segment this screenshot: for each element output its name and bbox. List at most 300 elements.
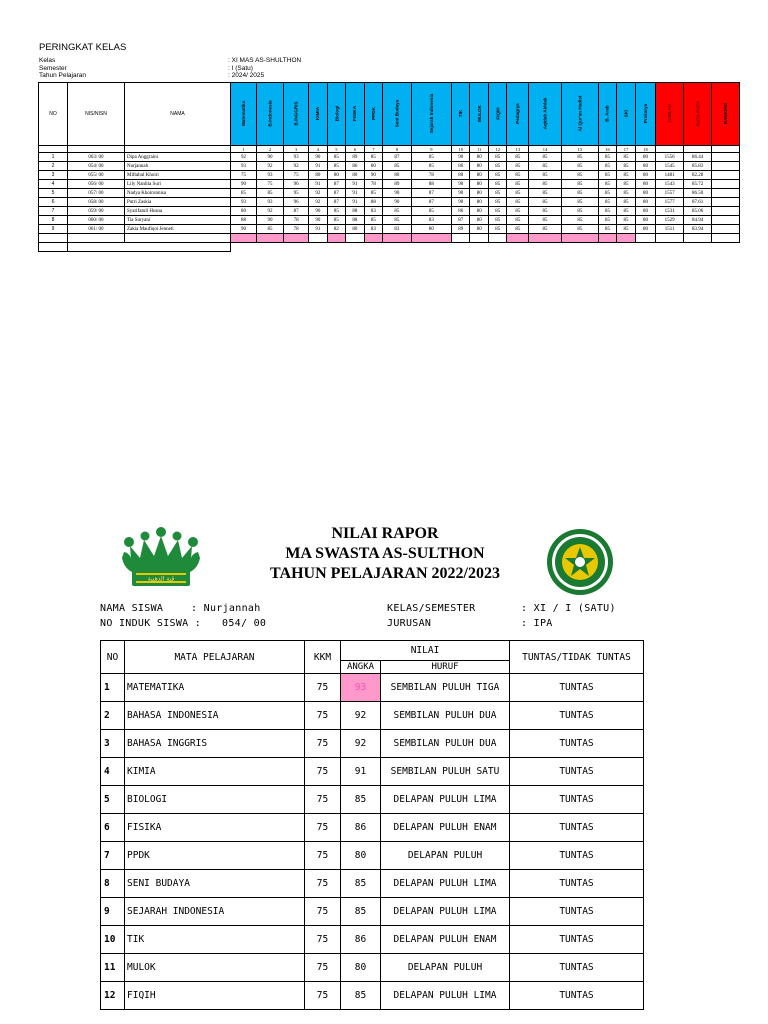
- rapor-huruf: DELAPAN PULUH LIMA: [381, 786, 510, 814]
- student-nis: 057/ 00: [68, 189, 125, 198]
- student-nis: 063/ 00: [68, 153, 125, 162]
- blank-cell: [598, 234, 617, 243]
- score-cell: 85: [598, 153, 617, 162]
- rapor-huruf: DELAPAN PULUH: [381, 842, 510, 870]
- score-cell: 78: [411, 171, 451, 180]
- index-cell: 15: [561, 146, 598, 153]
- jumlah-cell: 1531: [656, 207, 684, 216]
- score-cell: 80: [346, 171, 365, 180]
- ranking-cell: [712, 216, 740, 225]
- rata-cell: 82.28: [684, 171, 712, 180]
- score-cell: 83: [383, 225, 412, 234]
- score-cell: 80: [470, 189, 489, 198]
- score-cell: 75: [257, 180, 284, 189]
- score-cell: 85: [364, 189, 383, 198]
- score-cell: 85: [488, 207, 507, 216]
- rapor-huruf: DELAPAN PULUH: [381, 954, 510, 982]
- student-nis: 054/ 00: [68, 162, 125, 171]
- col-subject: [346, 83, 365, 146]
- rapor-ket: TUNTAS: [510, 674, 644, 702]
- score-cell: 80: [635, 216, 655, 225]
- student-nis: 058/ 00: [68, 198, 125, 207]
- index-cell: [39, 146, 68, 153]
- score-cell: 85: [488, 171, 507, 180]
- rapor-angka: 85: [341, 898, 381, 926]
- rata-cell: 87.61: [684, 198, 712, 207]
- no-induk-value: 054/ 00: [222, 618, 267, 629]
- index-cell: [656, 146, 684, 153]
- rata-cell: 85.83: [684, 162, 712, 171]
- subject-label: Pedagrys: [515, 103, 521, 124]
- index-cell: 7: [364, 146, 383, 153]
- index-cell: 5: [327, 146, 346, 153]
- col-subject: [231, 83, 257, 146]
- rapor-huruf: SEMBILAN PULUH SATU: [381, 758, 510, 786]
- student-no: 9: [39, 225, 68, 234]
- score-cell: 85: [488, 189, 507, 198]
- jurusan-label: JURUSAN: [387, 618, 432, 629]
- index-cell: [684, 146, 712, 153]
- score-cell: 87: [327, 180, 346, 189]
- student-row: [39, 180, 740, 189]
- score-cell: 92: [284, 162, 309, 171]
- rapor-ket: TUNTAS: [510, 870, 644, 898]
- rapor-mapel: PPDK: [125, 842, 305, 870]
- rapor-angka: 92: [341, 702, 381, 730]
- rapor-kkm: 75: [305, 870, 341, 898]
- student-no: 5: [39, 189, 68, 198]
- rapor-row: [101, 926, 644, 954]
- ranking-cell: [712, 153, 740, 162]
- ranking-cell: [712, 180, 740, 189]
- score-cell: 85: [507, 189, 529, 198]
- blank-cell: [411, 234, 451, 243]
- score-cell: 80: [451, 171, 470, 180]
- rata-cell: 86.44: [684, 153, 712, 162]
- blank-cell: [635, 234, 655, 243]
- col-no: NO: [101, 641, 125, 674]
- score-cell: 85: [507, 171, 529, 180]
- score-cell: 85: [488, 162, 507, 171]
- score-cell: 90: [364, 171, 383, 180]
- score-cell: 75: [231, 171, 257, 180]
- ranking-cell: [712, 189, 740, 198]
- rapor-angka: 85: [341, 870, 381, 898]
- jumlah-cell: 1511: [656, 225, 684, 234]
- score-cell: 85: [529, 207, 562, 216]
- score-cell: 85: [488, 225, 507, 234]
- score-cell: 90: [451, 198, 470, 207]
- score-cell: 85: [598, 180, 617, 189]
- index-row: [39, 146, 740, 153]
- score-cell: 85: [383, 216, 412, 225]
- index-cell: [125, 146, 231, 153]
- student-row: [39, 225, 740, 234]
- rapor-kkm: 75: [305, 758, 341, 786]
- score-cell: 85: [507, 216, 529, 225]
- ranking-table: [38, 82, 740, 252]
- subject-label: Biologi: [333, 105, 339, 122]
- rapor-huruf: DELAPAN PULUH ENAM: [381, 814, 510, 842]
- student-name: Nadya Khoirunnisa: [125, 189, 231, 198]
- ranking-cell: [712, 171, 740, 180]
- rapor-no: 9: [101, 898, 125, 926]
- student-no: 8: [39, 216, 68, 225]
- index-cell: 13: [507, 146, 529, 153]
- score-cell: 90: [231, 180, 257, 189]
- score-cell: 85: [529, 189, 562, 198]
- col-subject: [383, 83, 412, 146]
- score-cell: 85: [561, 189, 598, 198]
- index-cell: 10: [451, 146, 470, 153]
- score-cell: 80: [635, 180, 655, 189]
- rapor-row: [101, 758, 644, 786]
- score-cell: 85: [529, 180, 562, 189]
- blank-cell: [257, 234, 284, 243]
- score-cell: 80: [309, 171, 328, 180]
- rapor-ket: TUNTAS: [510, 786, 644, 814]
- score-cell: 85: [561, 225, 598, 234]
- rapor-no: 1: [101, 674, 125, 702]
- blank-cell: [231, 243, 740, 252]
- rapor-huruf: SEMBILAN PULUH DUA: [381, 730, 510, 758]
- nama-siswa-label: NAMA SISWA: [100, 603, 164, 614]
- rapor-row: [101, 982, 644, 1010]
- score-cell: 85: [529, 162, 562, 171]
- score-cell: 78: [284, 216, 309, 225]
- subject-label: B. Arab: [604, 105, 610, 122]
- score-cell: 96: [284, 198, 309, 207]
- rapor-row: [101, 786, 644, 814]
- score-cell: 85: [561, 198, 598, 207]
- score-cell: 85: [529, 216, 562, 225]
- rapor-mapel: FISIKA: [125, 814, 305, 842]
- crown-logo: [120, 524, 202, 590]
- index-cell: [712, 146, 740, 153]
- student-no: 6: [39, 198, 68, 207]
- student-row: [39, 162, 740, 171]
- score-cell: 85: [327, 162, 346, 171]
- subject-label: Seni Budaya: [394, 99, 400, 128]
- score-cell: 91: [309, 225, 328, 234]
- score-cell: 90: [451, 189, 470, 198]
- score-cell: 93: [284, 153, 309, 162]
- student-no: 1: [39, 153, 68, 162]
- score-cell: 90: [383, 198, 412, 207]
- score-cell: 88: [231, 216, 257, 225]
- student-row: [39, 171, 740, 180]
- score-cell: 80: [470, 171, 489, 180]
- subject-label: FIQIH: [495, 107, 501, 120]
- score-cell: 85: [598, 216, 617, 225]
- score-cell: 93: [257, 171, 284, 180]
- col-jumlah: [656, 83, 684, 146]
- score-cell: 85: [561, 162, 598, 171]
- score-cell: 80: [635, 162, 655, 171]
- blank-cell: [364, 234, 383, 243]
- rapor-ket: TUNTAS: [510, 954, 644, 982]
- rapor-row: [101, 674, 644, 702]
- index-cell: 1: [231, 146, 257, 153]
- score-cell: 85: [617, 216, 636, 225]
- subject-label: MULOK: [476, 105, 482, 122]
- rapor-row: [101, 898, 644, 926]
- rapor-no: 12: [101, 982, 125, 1010]
- rapor-kkm: 75: [305, 954, 341, 982]
- rapor-ket: TUNTAS: [510, 898, 644, 926]
- index-cell: 4: [309, 146, 328, 153]
- score-cell: 85: [598, 207, 617, 216]
- score-cell: 85: [598, 171, 617, 180]
- blank-cell: [451, 234, 470, 243]
- student-no: 2: [39, 162, 68, 171]
- student-nis: 059/ 00: [68, 207, 125, 216]
- jumlah-cell: 1543: [656, 180, 684, 189]
- blank-cell: [231, 234, 257, 243]
- score-cell: 85: [529, 153, 562, 162]
- score-cell: 90: [309, 207, 328, 216]
- index-cell: 18: [635, 146, 655, 153]
- score-cell: 85: [364, 153, 383, 162]
- score-cell: 85: [257, 225, 284, 234]
- score-cell: 91: [309, 162, 328, 171]
- score-cell: 90: [231, 225, 257, 234]
- score-cell: 87: [383, 153, 412, 162]
- score-cell: 85: [507, 153, 529, 162]
- score-cell: 85: [529, 198, 562, 207]
- rapor-ket: TUNTAS: [510, 926, 644, 954]
- blank-cell: [529, 234, 562, 243]
- rapor-row: [101, 814, 644, 842]
- rapor-ket: TUNTAS: [510, 758, 644, 786]
- col-subject: [470, 83, 489, 146]
- subject-label: Aqidah Akhlak: [542, 97, 548, 130]
- no-induk-label: NO INDUK SISWA :: [100, 618, 202, 629]
- score-cell: 85: [257, 189, 284, 198]
- col-subject: [257, 83, 284, 146]
- rapor-angka: 80: [341, 954, 381, 982]
- rapor-row: [101, 870, 644, 898]
- index-cell: 8: [383, 146, 412, 153]
- col-kkm: KKM: [305, 641, 341, 674]
- student-nis: 061/ 00: [68, 225, 125, 234]
- score-cell: 85: [507, 225, 529, 234]
- index-cell: 2: [257, 146, 284, 153]
- col-angka: ANGKA: [341, 661, 381, 674]
- score-cell: 80: [635, 189, 655, 198]
- rapor-ket: TUNTAS: [510, 730, 644, 758]
- index-cell: 17: [617, 146, 636, 153]
- score-cell: 82: [327, 225, 346, 234]
- student-name: Nurjannah: [125, 162, 231, 171]
- jumlah-cell: 1557: [656, 189, 684, 198]
- score-cell: 85: [529, 225, 562, 234]
- score-cell: 80: [231, 207, 257, 216]
- score-cell: 80: [635, 225, 655, 234]
- col-subject: [507, 83, 529, 146]
- score-cell: 89: [346, 153, 365, 162]
- score-cell: 90: [309, 153, 328, 162]
- score-cell: 85: [507, 207, 529, 216]
- rapor-kkm: 75: [305, 814, 341, 842]
- student-row: [39, 198, 740, 207]
- rapor-angka: 85: [341, 982, 381, 1010]
- blank-cell: [39, 243, 68, 252]
- rapor-kkm: 75: [305, 842, 341, 870]
- score-cell: 85: [411, 162, 451, 171]
- score-cell: 80: [346, 225, 365, 234]
- score-cell: 80: [411, 225, 451, 234]
- score-cell: 87: [284, 207, 309, 216]
- score-cell: 85: [598, 198, 617, 207]
- score-cell: 85: [488, 180, 507, 189]
- blank-cell: [68, 243, 231, 252]
- score-cell: 93: [231, 162, 257, 171]
- student-name: Tia Suryani: [125, 216, 231, 225]
- score-cell: 80: [635, 171, 655, 180]
- rata-cell: 85.72: [684, 180, 712, 189]
- score-cell: 85: [598, 225, 617, 234]
- subject-label: Sejarah Indonesia: [428, 93, 434, 134]
- blank-cell: [383, 234, 412, 243]
- rapor-header-row: [101, 641, 644, 661]
- score-cell: 91: [346, 189, 365, 198]
- rapor-mapel: SEJARAH INDONESIA: [125, 898, 305, 926]
- blank-cell: [712, 234, 740, 243]
- score-cell: 85: [488, 216, 507, 225]
- rapor-kkm: 75: [305, 702, 341, 730]
- score-cell: 85: [364, 216, 383, 225]
- ranking-cell: [712, 198, 740, 207]
- col-subject: [411, 83, 451, 146]
- subject-label: B.INGGRIS: [293, 101, 299, 126]
- ranking-header-row: [39, 83, 740, 146]
- rapor-mapel: TIK: [125, 926, 305, 954]
- student-name: Zakia Maufiqoi Jenneti: [125, 225, 231, 234]
- score-cell: 85: [617, 198, 636, 207]
- score-cell: 80: [470, 207, 489, 216]
- score-cell: 85: [327, 216, 346, 225]
- score-cell: 87: [327, 189, 346, 198]
- rapor-kkm: 75: [305, 898, 341, 926]
- blank-cell: [684, 234, 712, 243]
- rapor-no: 5: [101, 786, 125, 814]
- rapor-angka: 85: [341, 786, 381, 814]
- rapor-mapel: KIMIA: [125, 758, 305, 786]
- score-cell: 86: [451, 207, 470, 216]
- ranking-cell: [712, 225, 740, 234]
- col-subject: [598, 83, 617, 146]
- score-cell: 93: [231, 198, 257, 207]
- score-cell: 85: [617, 225, 636, 234]
- rapor-angka: 91: [341, 758, 381, 786]
- rapor-row: [101, 954, 644, 982]
- kelas-semester-value: : XI / I (SATU): [521, 603, 616, 614]
- rapor-ket: TUNTAS: [510, 982, 644, 1010]
- rapor-no: 6: [101, 814, 125, 842]
- student-row: [39, 189, 740, 198]
- rata-cell: 85.06: [684, 207, 712, 216]
- blank-cell: [488, 234, 507, 243]
- col-tuntas: TUNTAS/TIDAK TUNTAS: [510, 641, 644, 674]
- score-cell: 87: [411, 189, 451, 198]
- summary-label: RATA-RATA: [695, 100, 701, 127]
- score-cell: 86: [346, 162, 365, 171]
- rapor-kkm: 75: [305, 730, 341, 758]
- ranking-cell: [712, 207, 740, 216]
- score-cell: 91: [309, 180, 328, 189]
- score-cell: 85: [411, 207, 451, 216]
- rapor-huruf: DELAPAN PULUH LIMA: [381, 982, 510, 1010]
- score-cell: 85: [327, 153, 346, 162]
- col-subject: [561, 83, 598, 146]
- score-cell: 80: [635, 153, 655, 162]
- jumlah-cell: 1556: [656, 153, 684, 162]
- student-no: 7: [39, 207, 68, 216]
- blank-cell: [470, 234, 489, 243]
- student-row: [39, 207, 740, 216]
- rapor-angka: 86: [341, 814, 381, 842]
- score-cell: 91: [346, 198, 365, 207]
- score-cell: 83: [411, 216, 451, 225]
- blank-cell: [39, 234, 68, 243]
- score-cell: 85: [561, 171, 598, 180]
- subject-label: Matematika: [241, 100, 247, 127]
- rapor-no: 7: [101, 842, 125, 870]
- score-cell: 90: [309, 216, 328, 225]
- score-cell: 86: [451, 162, 470, 171]
- summary-label: RANKING: [723, 102, 729, 125]
- rapor-ket: TUNTAS: [510, 814, 644, 842]
- jumlah-cell: 1529: [656, 216, 684, 225]
- score-cell: 80: [327, 171, 346, 180]
- sheet-title: PERINGKAT KELAS: [39, 42, 127, 53]
- score-cell: 85: [488, 153, 507, 162]
- index-cell: 6: [346, 146, 365, 153]
- score-cell: 85: [327, 207, 346, 216]
- score-cell: 85: [617, 171, 636, 180]
- score-cell: 91: [346, 180, 365, 189]
- subject-label: TIK: [458, 109, 464, 118]
- score-cell: 85: [561, 216, 598, 225]
- score-cell: 92: [257, 162, 284, 171]
- blank-cell: [346, 234, 365, 243]
- blank-cell: [68, 234, 125, 243]
- score-cell: 88: [364, 198, 383, 207]
- rapor-year: TAHUN PELAJARAN 2022/2023: [270, 565, 500, 582]
- student-no: 4: [39, 180, 68, 189]
- student-row: [39, 153, 740, 162]
- rapor-angka: 80: [341, 842, 381, 870]
- rapor-mapel: BAHASA INDONESIA: [125, 702, 305, 730]
- rapor-no: 10: [101, 926, 125, 954]
- score-cell: 90: [451, 153, 470, 162]
- subject-label: B.Indonesia: [267, 100, 273, 127]
- col-subject: [364, 83, 383, 146]
- score-cell: 80: [364, 162, 383, 171]
- score-cell: 80: [470, 216, 489, 225]
- score-cell: 85: [488, 198, 507, 207]
- col-nis: NIS/NISN: [68, 83, 125, 146]
- student-name: Syarifatull Husna: [125, 207, 231, 216]
- score-cell: 90: [383, 189, 412, 198]
- score-cell: 90: [257, 216, 284, 225]
- crown-arabic-text: قبة الذهبية: [147, 575, 175, 583]
- score-cell: 93: [257, 198, 284, 207]
- score-cell: 80: [635, 207, 655, 216]
- rapor-angka: 92: [341, 730, 381, 758]
- rapor-no: 8: [101, 870, 125, 898]
